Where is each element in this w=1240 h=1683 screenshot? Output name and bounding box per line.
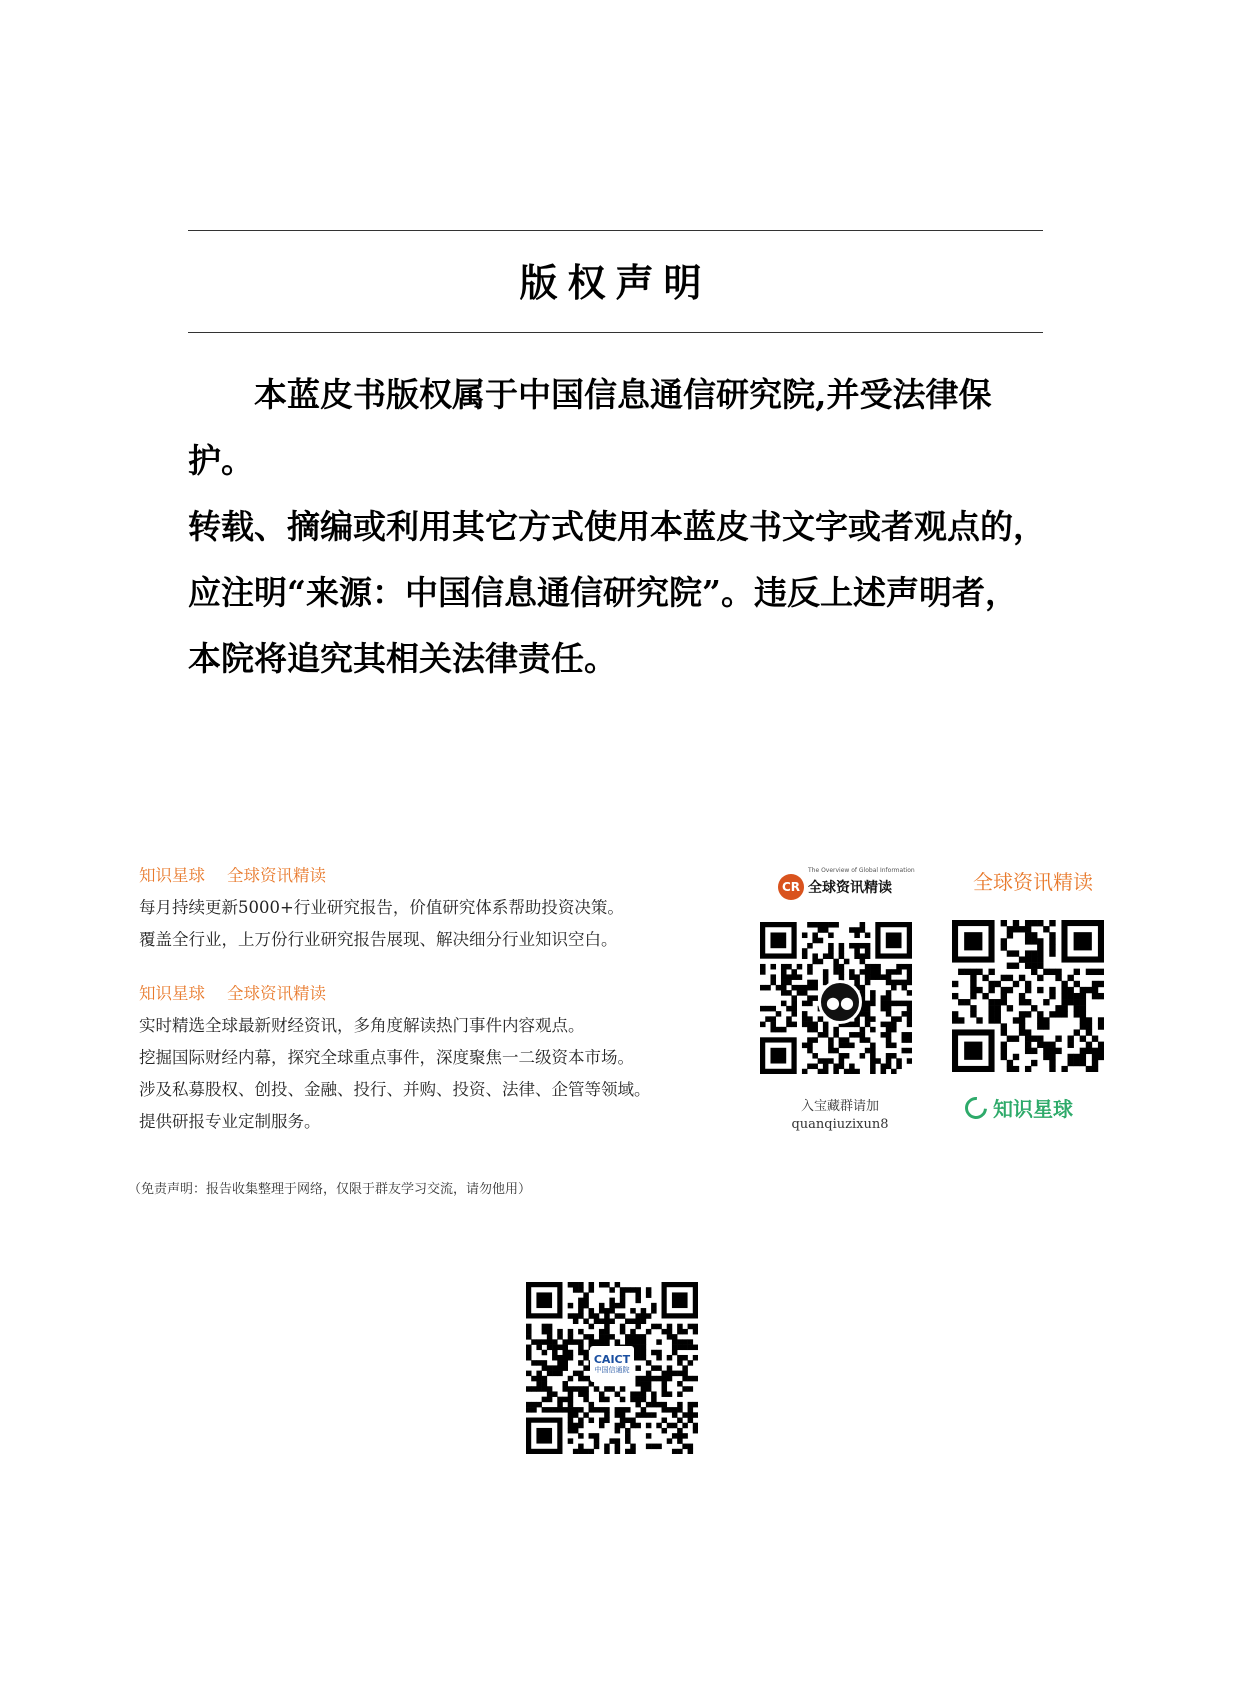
paragraph-line: 应注明“来源：中国信息通信研究院”。违反上述声明者， [188, 573, 1018, 612]
promo-line: 每月持续更新5000+行业研究报告，价值研究体系帮助投资决策。 [139, 898, 624, 917]
page-title: 版权声明 [519, 260, 712, 305]
promo-line: 挖掘国际财经内幕，探究全球重点事件，深度聚焦一二级资本市场。 [139, 1048, 634, 1067]
caption-line: 入宝藏群请加 [800, 1099, 879, 1114]
zsxq-ring-icon [961, 1092, 992, 1123]
brand-zsxq: 知识星球 [139, 866, 205, 885]
caict-logo [590, 1346, 634, 1382]
promo-group-1 [139, 860, 759, 956]
paragraph-line: 本院将追究其相关法律责任。 [188, 639, 617, 678]
brand-qqzx: 全球资讯精读 [227, 866, 326, 885]
qr-left-caption [760, 1098, 920, 1134]
promo-line: 实时精选全球最新财经资讯，多角度解读热门事件内容观点。 [139, 1016, 585, 1035]
wechat-icon: ●● [818, 980, 862, 1024]
qr-code-right[interactable] [952, 920, 1104, 1072]
cr-logo-text: 全球资讯精读 [808, 880, 892, 896]
cr-logo [778, 867, 915, 901]
qr-code-bottom[interactable] [526, 1282, 698, 1454]
caption-id: quanqiuzixun8 [791, 1117, 889, 1132]
caict-logo-text: CAICT [593, 1352, 631, 1366]
promo-brand-line [139, 860, 759, 892]
zsxq-logo-text: 知识星球 [993, 1097, 1073, 1121]
right-qr-heading: 全球资讯精读 [973, 870, 1093, 894]
promo-line: 覆盖全行业，上万份行业研究报告展现、解决细分行业知识空白。 [139, 930, 618, 949]
qr-right-pattern [952, 920, 1104, 1072]
brand-qqzx: 全球资讯精读 [227, 984, 326, 1003]
promo-block [139, 860, 759, 1150]
top-rule [188, 230, 1043, 231]
copyright-paragraph [188, 362, 1048, 692]
brand-zsxq: 知识星球 [139, 984, 205, 1003]
paragraph-line: 本蓝皮书版权属于中国信息通信研究院,并受法律保护。 [188, 375, 992, 480]
promo-line: 提供研报专业定制服务。 [139, 1112, 321, 1131]
zsxq-logo [965, 1093, 1073, 1122]
promo-brand-line [139, 978, 759, 1010]
paragraph-line: 转载、摘编或利用其它方式使用本蓝皮书文字或者观点的， [188, 507, 1046, 546]
qr-code-left[interactable] [760, 922, 912, 1074]
title-bottom-rule [188, 332, 1043, 333]
cr-logo-mark: CR [778, 874, 804, 900]
disclaimer: （免责声明：报告收集整理于网络，仅限于群友学习交流，请勿他用） [128, 1182, 532, 1197]
cr-logo-tagline: The Overview of Global Information [808, 867, 915, 874]
promo-group-2 [139, 978, 759, 1138]
promo-line: 涉及私募股权、创投、金融、投行、并购、投资、法律、企管等领域。 [139, 1080, 651, 1099]
caict-logo-subtext: 中国信通院 [594, 1365, 630, 1374]
